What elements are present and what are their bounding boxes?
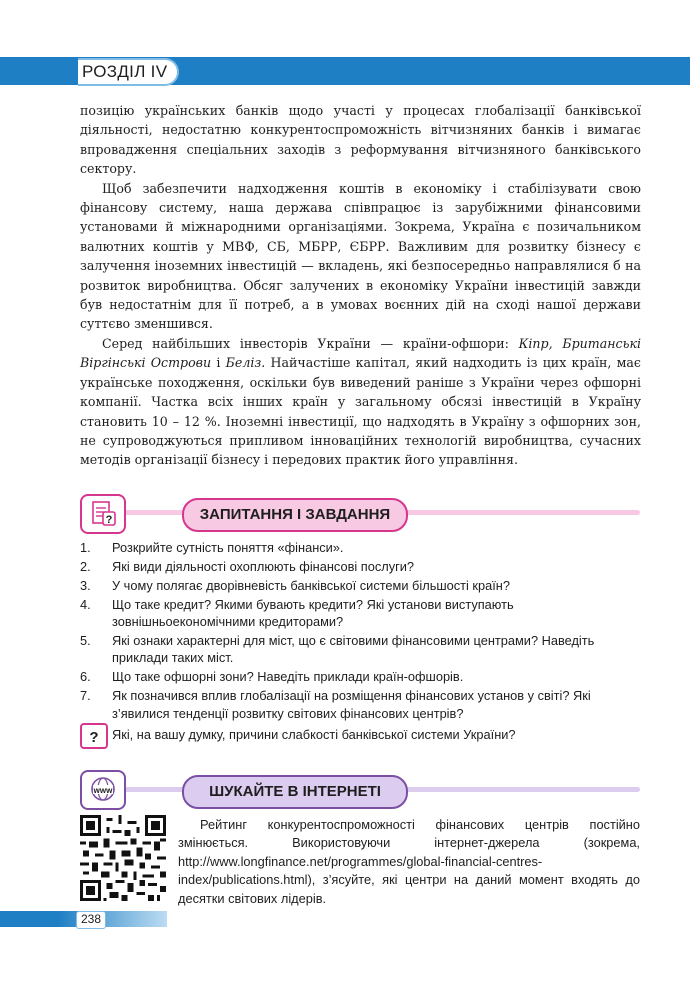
paragraph-2: Щоб забезпечити надходження коштів в економіку і стабілізувати свою фінансову систему, наша держава співпрацює із зарубіжними фінансовими установами й міжнародними організаціями. Зокрема, Україна є позичальником валютних коштів у МВФ, СБ, МБРР, ЄБРР. Важливим для розвитку бізнесу є залучення іноземних інвестицій — вкладень, які безпосередньо направлялися б на розвиток виробництва. Обсяг залучених в економіку України інвестицій завжди був недостатнім для її потреб, а в умовах воєнних дій на сході нашої держави суттєво зменшився.: [80, 180, 641, 332]
paragraph-3: Серед найбільших інвесторів України — країни-офшори: Кіпр, Британські Віргінські Острови і Беліз. Найчастіше капітал, який надходить із цих країн, має українське походження, оскільки був виведений раніше з України через офшорні компанії. Частка всіх інших країн у загальному обсязі інвестицій в Україну становить 10 – 12 %. Іноземні інвестиції, що надходять в Україну з офшорних зон, не супроводжуються припливом інноваційних технологій виробництва, сучасних методів організації бізнесу і передових практик його управління.: [80, 335, 641, 468]
extra-question: [80, 723, 640, 747]
internet-title: ШУКАЙТЕ В ІНТЕРНЕТІ: [182, 775, 408, 809]
svg-text:www: www: [93, 786, 113, 795]
offshore-countries: Кіпр, Британські Віргінські Острови: [80, 335, 641, 371]
svg-text:?: ?: [105, 514, 113, 526]
offshore-country-belize: Беліз.: [225, 355, 266, 371]
page-number: 238: [76, 911, 106, 929]
list-item: 5. Які ознаки характерні для міст, що є світовими фінансовими центрами? Наведіть приклади таких міст.: [80, 633, 595, 666]
list-item: 4. Що таке кредит? Якими бувають кредити? Які установи виступають зовнішньоекономічними кредиторами?: [80, 596, 514, 630]
question-mark-icon: [80, 723, 108, 749]
qr-code[interactable]: [80, 815, 166, 901]
main-text: [80, 101, 641, 470]
extra-question-text: Які, на вашу думку, причини слабкості банківської системи України?: [112, 727, 516, 742]
questions-title: ЗАПИТАННЯ І ЗАВДАННЯ: [182, 498, 408, 532]
internet-task-text: Рейтинг конкурентоспроможності фінансових центрів постійно змінюється. Використовуючи інтернет-джерела (зокрема, http://www.longfinance.net/programmes/global-financial-centres-index/publications.html), з’ясуйте, які центри на даний момент входять до десятки світових лідерів.: [178, 817, 640, 906]
svg-text:?: ?: [89, 729, 99, 746]
list-item: 1. Розкрийте сутність поняття «фінанси».: [80, 540, 344, 555]
paragraph-1: позицію українських банків щодо участі у процесах глобалізації банківської діяльності, недостатню конкурентоспроможність вітчизняних банків і вимагає впровадження спеціальних заходів з реформування вітчизняного банківського сектору.: [80, 103, 641, 177]
document-question-icon: [80, 494, 126, 534]
section-label: РОЗДІЛ IV: [78, 58, 179, 86]
questions-list: [80, 539, 642, 724]
list-item: 2. Які види діяльності охоплюють фінансові послуги?: [80, 558, 415, 574]
list-item: 7. Як позначився вплив глобалізації на розміщення фінансових установ у світі? Які з’явилися тенденції розвитку світових фінансових центрів?: [80, 688, 591, 721]
globe-www-icon: [80, 770, 126, 810]
list-item: 6. Що таке офшорні зони? Наведіть приклади країн-офшорів.: [80, 669, 464, 685]
list-item: 3. У чому полягає дворівневість банківської системи більшості країн?: [80, 577, 510, 593]
